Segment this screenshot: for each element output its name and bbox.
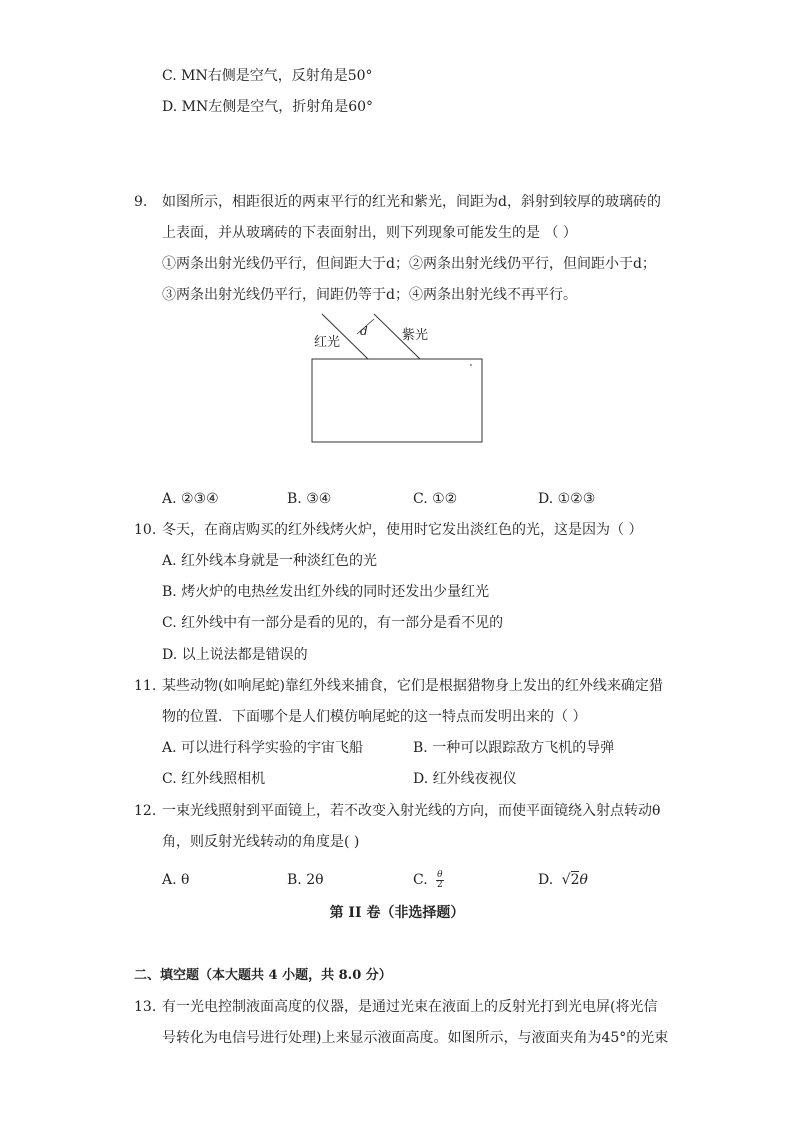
q12-option-b: B. 2θ	[287, 872, 324, 888]
q12-option-c-label: C.	[413, 872, 428, 888]
q12-option-c	[413, 870, 444, 890]
q13-stem-line1: 有一光电控制液面高度的仪器，是通过光束在液面上的反射光打到光电屏(将光信	[162, 999, 658, 1015]
q12-stem-line1: 一束光线照射到平面镜上，若不改变入射光线的方向，而使平面镜绕入射点转动θ	[162, 803, 661, 819]
part2-heading: 二、填空题（本大题共 4 小题，共 8.0 分）	[134, 968, 392, 983]
q9-stem-line1: 如图所示，相距很近的两束平行的红光和紫光，间距为d，斜射到较厚的玻璃砖的	[162, 194, 661, 210]
q10-option-b: B. 烤火炉的电热丝发出红外线的同时还发出少量红光	[162, 584, 490, 600]
q11-stem-line2: 物的位置．下面哪个是人们模仿响尾蛇的这一特点而发明出来的（ ）	[162, 709, 587, 725]
q12-option-d-label: D.	[538, 872, 554, 888]
q11-option-c: C. 红外线照相机	[162, 771, 266, 787]
q9-statement-line1: ①两条出射光线仍平行，但间距大于d；②两条出射光线仍平行，但间距小于d；	[162, 256, 656, 272]
q8-option-d: D. MN左侧是空气，折射角是60°	[162, 99, 374, 115]
spacing-label: d	[360, 324, 368, 338]
q10-option-c: C. 红外线中有一部分是看的见的，有一部分是看不见的	[162, 615, 504, 631]
q11-option-d: D. 红外线夜视仪	[413, 771, 517, 787]
q12-option-a: A. θ	[162, 872, 190, 888]
q9-statement-line2: ③两条出射光线仍平行，间距仍等于d；④两条出射光线不再平行。	[162, 287, 577, 303]
q9-number: 9.	[134, 194, 148, 210]
q10-number: 10.	[134, 522, 157, 538]
q10-option-d: D. 以上说法都是错误的	[162, 647, 308, 663]
sqrt-icon: √	[561, 872, 571, 888]
violet-light-label: 紫光	[402, 328, 429, 343]
q9-figure	[300, 310, 500, 450]
q12-number: 12.	[134, 803, 157, 819]
fraction-numerator: θ	[437, 869, 443, 880]
q12-option-c-fraction	[436, 871, 443, 890]
q13-number: 13.	[134, 999, 157, 1015]
q10-stem: 冬天，在商店购买的红外线烤火炉，使用时它发出淡红色的光，这是因为（ ）	[162, 522, 643, 538]
sqrt-radicand: 2	[570, 872, 580, 888]
corner-dot	[470, 364, 472, 366]
q9-stem-line2: 上表面，并从玻璃砖的下表面射出，则下列现象可能发生的是 （ ）	[162, 225, 577, 241]
q9-option-c: C. ①②	[413, 491, 458, 507]
q12-stem-line2: 角，则反射光线转动的角度是( )	[162, 834, 360, 850]
q8-option-c: C. MN右侧是空气，反射角是50°	[162, 68, 373, 84]
q10-option-a: A. 红外线本身就是一种淡红色的光	[162, 553, 378, 569]
q13-stem-line2: 号转化为电信号进行处理)上来显示液面高度。如图所示，与液面夹角为45°的光束	[162, 1030, 669, 1046]
q11-option-a: A. 可以进行科学实验的宇宙飞船	[162, 740, 364, 756]
q9-option-a: A. ②③④	[162, 491, 219, 507]
q11-number: 11.	[134, 678, 157, 694]
q11-option-b: B. 一种可以跟踪敌方飞机的导弹	[413, 740, 615, 756]
theta-symbol: θ	[579, 872, 588, 888]
q12-option-d	[538, 870, 588, 890]
q9-option-b: B. ③④	[287, 491, 332, 507]
section-title: 第 II 卷（非选择题）	[329, 905, 465, 921]
fraction-denominator: 2	[436, 879, 443, 890]
q9-option-d: D. ①②③	[538, 491, 596, 507]
red-light-label: 红光	[314, 335, 341, 350]
q11-stem-line1: 某些动物(如响尾蛇)靠红外线来捕食，它们是根据猎物身上发出的红外线来确定猎	[162, 678, 663, 694]
glass-brick	[312, 359, 482, 442]
